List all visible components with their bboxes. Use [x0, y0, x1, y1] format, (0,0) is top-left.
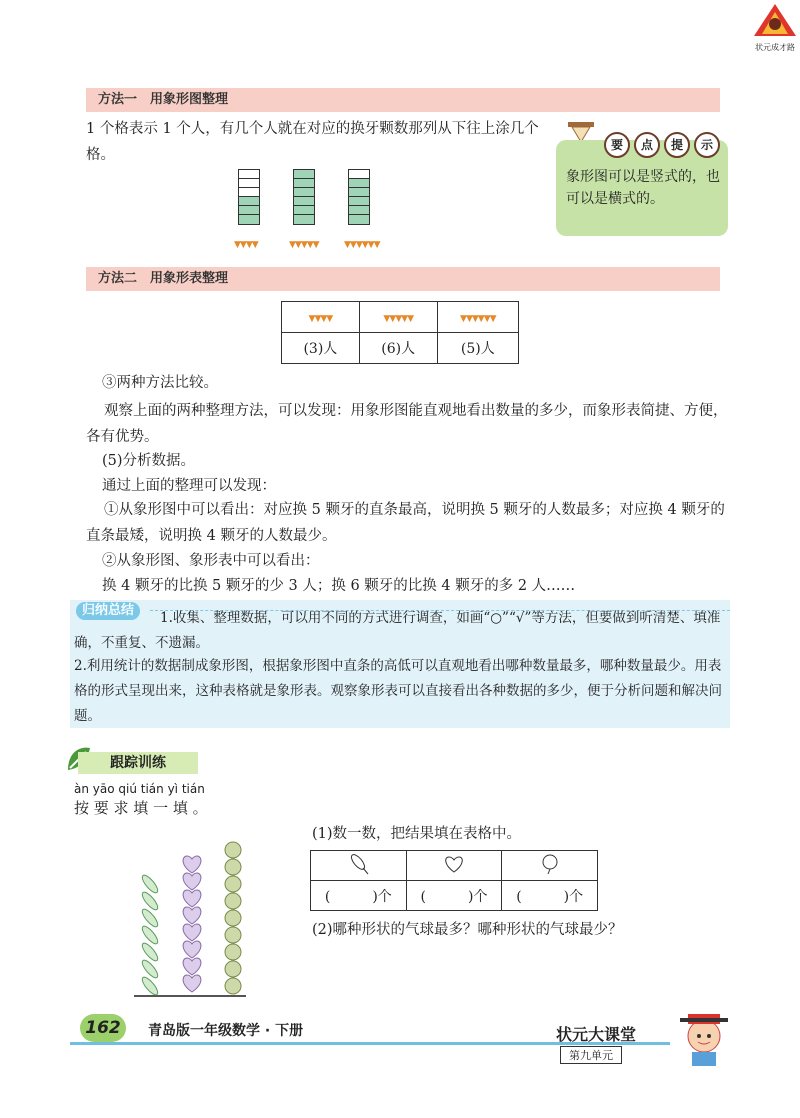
book-title: 青岛版一年级数学 · 下册	[148, 1023, 304, 1039]
heart-balloon	[183, 975, 201, 992]
logo-icon	[752, 2, 798, 38]
tooth-icon-group: ▼▼▼▼▼	[383, 314, 413, 324]
question-2: (2)哪种形状的气球最多？哪种形状的气球最少？	[312, 922, 623, 938]
teeth-cell-4	[282, 302, 360, 333]
tip-char: 点	[634, 132, 660, 158]
tip-char: 要	[604, 132, 630, 158]
count-cell: (3)人	[282, 333, 360, 364]
publisher-logo	[752, 2, 798, 52]
count-cell: (5)人	[437, 333, 518, 364]
heart-balloon	[183, 873, 201, 890]
long-balloon	[140, 975, 160, 997]
heart-balloon	[183, 924, 201, 941]
answer-cell[interactable]: ( )个	[311, 881, 407, 911]
filled-cell	[348, 214, 370, 225]
page-number: 162	[80, 1014, 126, 1042]
body-p2: 观察上面的两种整理方法，可以发现：用象形图能直观地看出数量的多少，而象形表简捷、方便，各有优势。	[86, 403, 728, 445]
mascot-icon	[676, 1008, 732, 1072]
round-balloon	[225, 910, 241, 926]
filled-cell	[293, 214, 315, 225]
body-p1: ③两种方法比较。	[102, 375, 218, 391]
pictograph-column	[293, 170, 315, 225]
unit-label: 第九单元	[560, 1046, 622, 1064]
round-balloon	[225, 876, 241, 892]
training-pinyin: àn yāo qiú tián yì tián	[74, 782, 205, 796]
round-balloon	[225, 842, 241, 858]
question-1: (1)数一数，把结果填在表格中。	[312, 826, 522, 842]
tip-char: 提	[664, 132, 690, 158]
training-title: 跟踪训练	[78, 752, 198, 774]
summary-label: 归纳总结	[76, 602, 140, 620]
round-balloon	[225, 927, 241, 943]
body-p6: ②从象形图、象形表中可以看出：	[102, 553, 320, 569]
long-balloon	[140, 941, 160, 963]
round-balloon	[225, 961, 241, 977]
round-balloon-icon	[538, 853, 562, 875]
long-balloon-icon	[346, 853, 370, 875]
body-p5: ①从象形图中可以看出：对应换 5 颗牙的直条最高，说明换 5 颗牙的人数最多；对应换 4 颗牙的直条最矮，说明换 4 颗牙的人数最少。	[86, 502, 725, 544]
long-balloon	[140, 924, 160, 946]
pictograph-column	[238, 170, 260, 225]
round-balloon	[225, 893, 241, 909]
filled-cell	[238, 214, 260, 225]
tooth-icon-group: ▼▼▼▼	[234, 240, 258, 250]
pictograph-column	[348, 170, 370, 225]
body-p3: (5)分析数据。	[102, 453, 196, 469]
summary-box	[70, 600, 730, 728]
summary-item1: 1.收集、整理数据，可以用不同的方式进行调查，如画“○”“√”等方法，但要做到听清楚、填准确，不重复、不遗漏。	[74, 610, 721, 651]
tooth-icon-group: ▼▼▼▼▼	[289, 240, 319, 250]
long-balloon	[140, 907, 160, 929]
heart-balloon	[183, 907, 201, 924]
tooth-icon-group: ▼▼▼▼▼▼	[460, 314, 496, 324]
tip-text: 象形图可以是竖式的，也可以是横式的。	[566, 169, 720, 207]
long-balloon	[140, 873, 160, 895]
round-balloon	[225, 978, 241, 994]
logo-caption: 状元成才路	[755, 43, 795, 52]
heart-balloon	[183, 856, 201, 873]
round-balloon	[225, 944, 241, 960]
body-p4: 通过上面的整理可以发现：	[102, 478, 276, 494]
tooth-icon-group: ▼▼▼▼	[308, 314, 333, 324]
heart-balloon	[183, 941, 201, 958]
method2-title: 方法二 用象形表整理	[86, 267, 720, 291]
balloon-figure	[130, 836, 260, 1000]
training-instruction: 按 要 求 填 一 填 。	[74, 799, 208, 817]
teeth-cell-5	[359, 302, 437, 333]
answer-cell[interactable]: ( )个	[502, 881, 598, 911]
heart-icon	[442, 853, 466, 875]
method1-desc: 1 个格表示 1 个人，有几个人就在对应的换牙颗数那列从下往上涂几个格。	[86, 121, 539, 163]
body-p7: 换 4 颗牙的比换 5 颗牙的少 3 人；换 6 颗牙的比换 4 颗牙的多 2 人……	[102, 578, 576, 594]
long-balloon	[140, 890, 160, 912]
long-balloon-header	[311, 851, 407, 881]
summary-item2: 2.利用统计的数据制成象形图，根据象形图中直条的高低可以直观地看出哪种数量最多，哪种数量最少。用表格的形式呈现出来，这种表格就是象形表。观察象形表可以直接看出各种数据的多少，便于分析问题和解决问题。	[74, 658, 722, 724]
method1-title: 方法一 用象形图整理	[86, 88, 720, 112]
brand-name: 状元大课堂	[556, 1025, 637, 1044]
long-balloon	[140, 958, 160, 980]
tip-title	[604, 132, 724, 158]
heart-balloon-header	[406, 851, 502, 881]
tip-char: 示	[694, 132, 720, 158]
teeth-cell-6	[437, 302, 518, 333]
balloon-table	[310, 850, 598, 911]
round-balloon-header	[502, 851, 598, 881]
heart-balloon	[183, 958, 201, 975]
pictograph-chart	[230, 168, 380, 258]
tooth-icon-group: ▼▼▼▼▼▼	[344, 240, 380, 250]
pictograph-table	[281, 301, 519, 364]
answer-cell[interactable]: ( )个	[406, 881, 502, 911]
count-cell: (6)人	[359, 333, 437, 364]
tip-box	[556, 140, 728, 236]
round-balloon	[225, 859, 241, 875]
heart-balloon	[183, 890, 201, 907]
